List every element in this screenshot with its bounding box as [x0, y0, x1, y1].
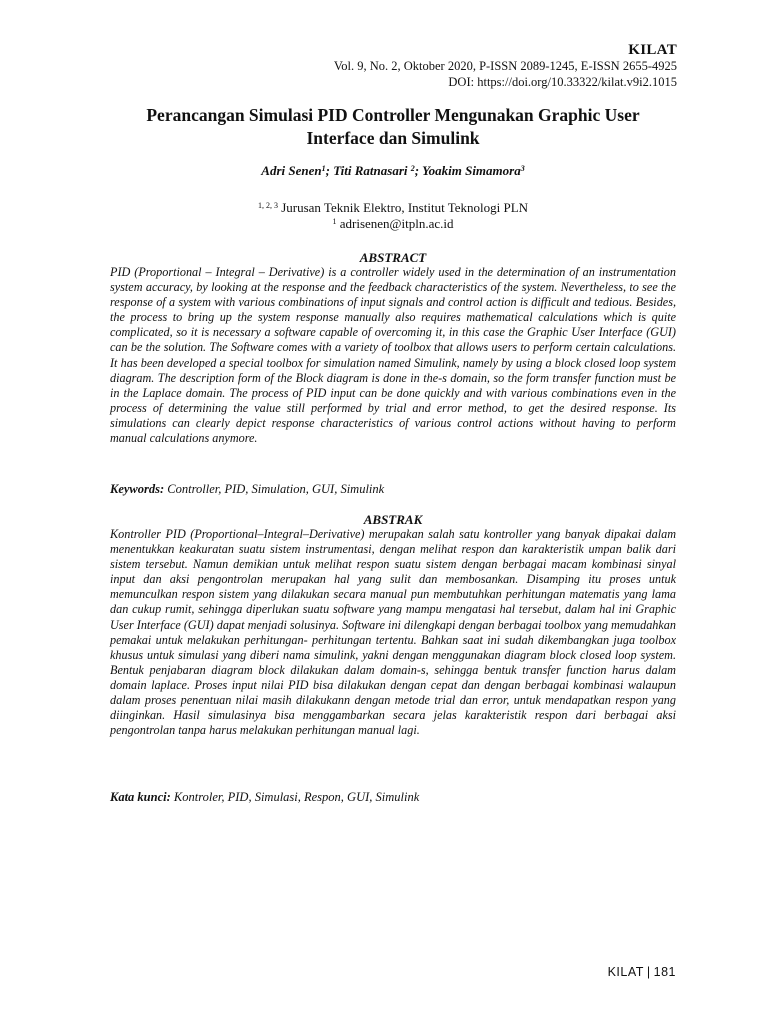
- page-number: 181: [653, 965, 676, 979]
- keywords-text: Controller, PID, Simulation, GUI, Simulink: [164, 482, 385, 496]
- author-2-mark: 2: [410, 164, 415, 173]
- author-3-mark: 3: [520, 164, 525, 173]
- abstrak-heading: ABSTRAK: [363, 512, 423, 527]
- journal-header: [334, 42, 677, 90]
- affiliation-line: [110, 200, 676, 216]
- author-separator: ;: [325, 163, 334, 178]
- email-mark: 1: [332, 217, 337, 226]
- kata-kunci-label: Kata kunci:: [110, 790, 171, 804]
- abstract-heading: ABSTRACT: [359, 250, 427, 265]
- abstrak-body: Kontroller PID (Proportional–Integral–Derivative) merupakan salah satu kontroller yang banyak dipakai dalam menentukkan keakuratan suatu sistem instrumentasi, dengan melihat respon dan karakteristik umpan balik dari sistem tersebut. Namun demikian untuk melihat respon suatu sistem dengan berbagai macam kombinasi sinyal input dan aksi pengontrolan merupakan hal yang sulit dan membosankan. Disamping itu proses untuk memunculkan respon sistem yang dilakukan secara manual pun membutuhkan perhitungan matematis yang lama dan cukup rumit, sehingga diperlukan suatu software yang mampu mengatasi hal tersebut, dalam hal ini Graphic User Interface (GUI) dapat menjadi solusinya. Software ini dilengkapi dengan berbagai toolbox yang memudahkan pemakai untuk melakukan perhitungan- perhitungan tertentu. Bahkan saat ini sudah dikembangkan juga toolbox khusus untuk simulasi yang diberi nama simulink, yakni dengan menggunakan diagram block closed loop system. Bentuk penjabaran diagram block dilakukan dalam domain-s, sehingga bentuk transfer function harus dalam domain laplace. Proses input nilai PID bisa dilakukan dengan cepat dan dengan berbagai kombinasi walaupun dalam proses penentuan nilai masih dilakukann dengan metode trial dan error, untuk mendapatkan respon yang diinginkan. Hasil simulasinya bisa menggambarkan secara jelas karakteristik respon dari berbagai aksi pengontrolan tanpa harus melakukan perhitungan manual lagi.: [110, 527, 676, 738]
- email-line: [110, 216, 676, 232]
- author-3: Yoakim Simamora: [422, 163, 521, 178]
- paper-title: [110, 104, 676, 150]
- abstract-body: PID (Proportional – Integral – Derivative) is a controller widely used in the determination of an instrumentation system accuracy, by looking at the response and the feedback characteristics of the system. Nevertheless, to see the response of a system with various combinations of input signals and control action is difficult and tedious. Besides, the process to bring up the system response manually also requires mathematical calculations which is quite complicated, so it is necessary a software capable of overcoming it, in this case the Graphic User Interface (GUI) can be the solution. The Software comes with a variety of toolbox that allows users to perform certain calculations. It has been developed a special toolbox for simulation named Simulink, namely by using a block closed loop system diagram. The description form of the Block diagram is done in the-s domain, so the form transfer function must be in the Laplace domain. The process of PID input can be done quickly and with various combinations even in the process of determining the value still performed by trial and error method, to get the desired response. Its simulations can clearly depict response characteristics of various control actions without having to perform manual calculations anymore.: [110, 265, 676, 446]
- journal-name: KILAT: [628, 42, 677, 58]
- author-1: Adri Senen: [261, 163, 322, 178]
- author-1-mark: 1: [321, 164, 326, 173]
- footer-journal: KILAT: [607, 965, 644, 979]
- affiliation-block: [110, 200, 676, 232]
- author-2: Titi Ratnasari: [333, 163, 408, 178]
- volume-issn-line: Vol. 9, No. 2, Oktober 2020, P-ISSN 2089-1245, E-ISSN 2655-4925: [333, 59, 677, 73]
- author-separator: ;: [414, 163, 423, 178]
- footer-separator: |: [646, 965, 651, 979]
- kata-kunci-text: Kontroler, PID, Simulasi, Respon, GUI, Simulink: [170, 790, 420, 804]
- doi-line: DOI: https://doi.org/10.33322/kilat.v9i2.1015: [448, 75, 677, 89]
- author-list: [110, 163, 676, 179]
- kata-kunci-line: [110, 790, 676, 805]
- keywords-label: Keywords:: [110, 482, 165, 496]
- keywords-line: [110, 482, 676, 497]
- author-email: adrisenen@itpln.ac.id: [336, 216, 454, 231]
- title-line-1: Perancangan Simulasi PID Controller Mengunakan Graphic User: [146, 105, 640, 125]
- affiliation-text: Jurusan Teknik Elektro, Institut Teknologi PLN: [277, 200, 529, 215]
- affiliation-marks: 1, 2, 3: [257, 201, 278, 210]
- title-line-2: Interface dan Simulink: [306, 128, 480, 148]
- page-footer: [608, 965, 676, 979]
